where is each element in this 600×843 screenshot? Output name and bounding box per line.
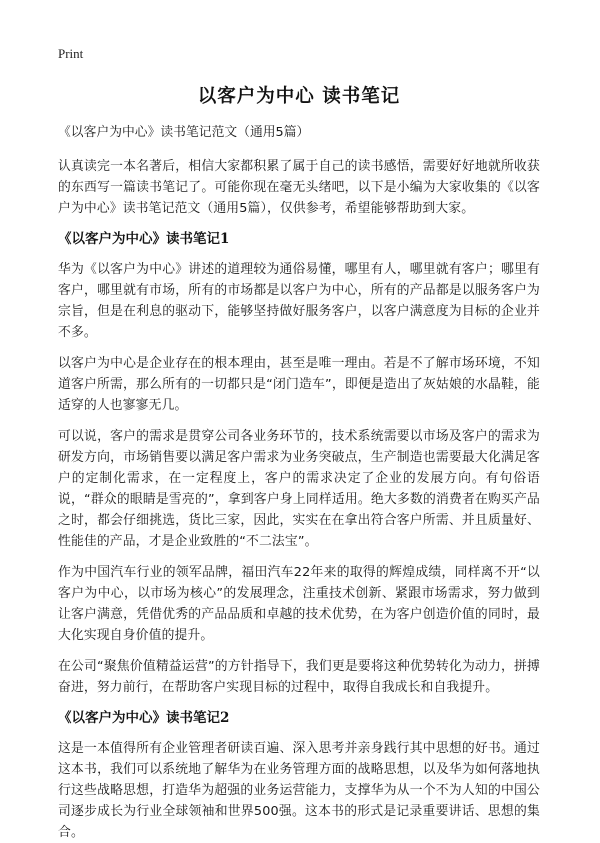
section-2-paragraph: 这是一本值得所有企业管理者研读百遍、深入思考并亲身践行其中思想的好书。通过这本书，我们可以系统地了解华为在业务管理方面的战略思想，以及华为如何落地执行这些战略思想，打造华为超强的业务运营能力，支撑华为从一个不为人知的中国公司逐步成长为行业全球领袖和世界500强。这本书的形式是记录重要讲话、思想的集合。 [58, 741, 540, 840]
print-link[interactable]: Print [58, 46, 84, 61]
document-subtitle: 《以客户为中心》读书笔记范文（通用5篇） [58, 125, 310, 140]
intro-paragraph: 认真读完一本名著后，相信大家都积累了属于自己的读书感悟，需要好好地就所收获的东西写一篇读书笔记了。可能你现在毫无头绪吧，以下是小编为大家收集的《以客户为中心》读书笔记范文（通用5篇），仅供参考，希望能够帮助到大家。 [58, 159, 540, 216]
section-1-paragraph: 华为《以客户为中心》讲述的道理较为通俗易懂，哪里有人，哪里就有客户；哪里有客户，哪里就有市场，所有的市场都是以客户为中心，所有的产品都是以服务客户为宗旨，但是在利息的驱动下，能够坚持做好服务客户，以客户满意度为目标的企业并不多。 [58, 262, 540, 340]
section-1-paragraph: 可以说，客户的需求是贯穿公司各业务环节的，技术系统需要以市场及客户的需求为研发方向，市场销售要以满足客户需求为业务突破点，生产制造也需要最大化满足客户的定制化需求，在一定程度上，客户的需求决定了企业的发展方向。有句俗语说，“群众的眼睛是雪亮的”，拿到客户身上同样适用。绝大多数的消费者在购买产品之时，都会仔细挑选，货比三家，因此，实实在在拿出符合客户所需、并且质量好、性能佳的产品，才是企业致胜的“不二法宝”。 [58, 429, 540, 549]
section-1-paragraph: 作为中国汽车行业的领军品牌，福田汽车22年来的取得的辉煌成绩，同样离不开“以客户为中心，以市场为核心”的发展理念，注重技术创新、紧跟市场需求，努力做到让客户满意，凭借优秀的产品品质和卓越的技术优势，在为客户创造价值的同时，最大化实现自身价值的提升。 [58, 565, 540, 643]
section-1-paragraph: 以客户为中心是企业存在的根本理由，甚至是唯一理由。若是不了解市场环境，不知道客户所需，那么所有的一切都只是“闭门造车”，即便是造出了灰姑娘的水晶鞋，能适穿的人也寥寥无几。 [58, 356, 540, 413]
page-title: 以客户为中心 读书笔记 [197, 86, 401, 107]
section-heading-1: 《以客户为中心》读书笔记1 [58, 231, 230, 247]
section-heading-2: 《以客户为中心》读书笔记2 [58, 710, 230, 726]
section-1-paragraph: 在公司“聚焦价值精益运营”的方针指导下，我们更是要将这种优势转化为动力，拼搏奋进，努力前行，在帮助客户实现目标的过程中，取得自我成长和自我提升。 [58, 659, 540, 695]
